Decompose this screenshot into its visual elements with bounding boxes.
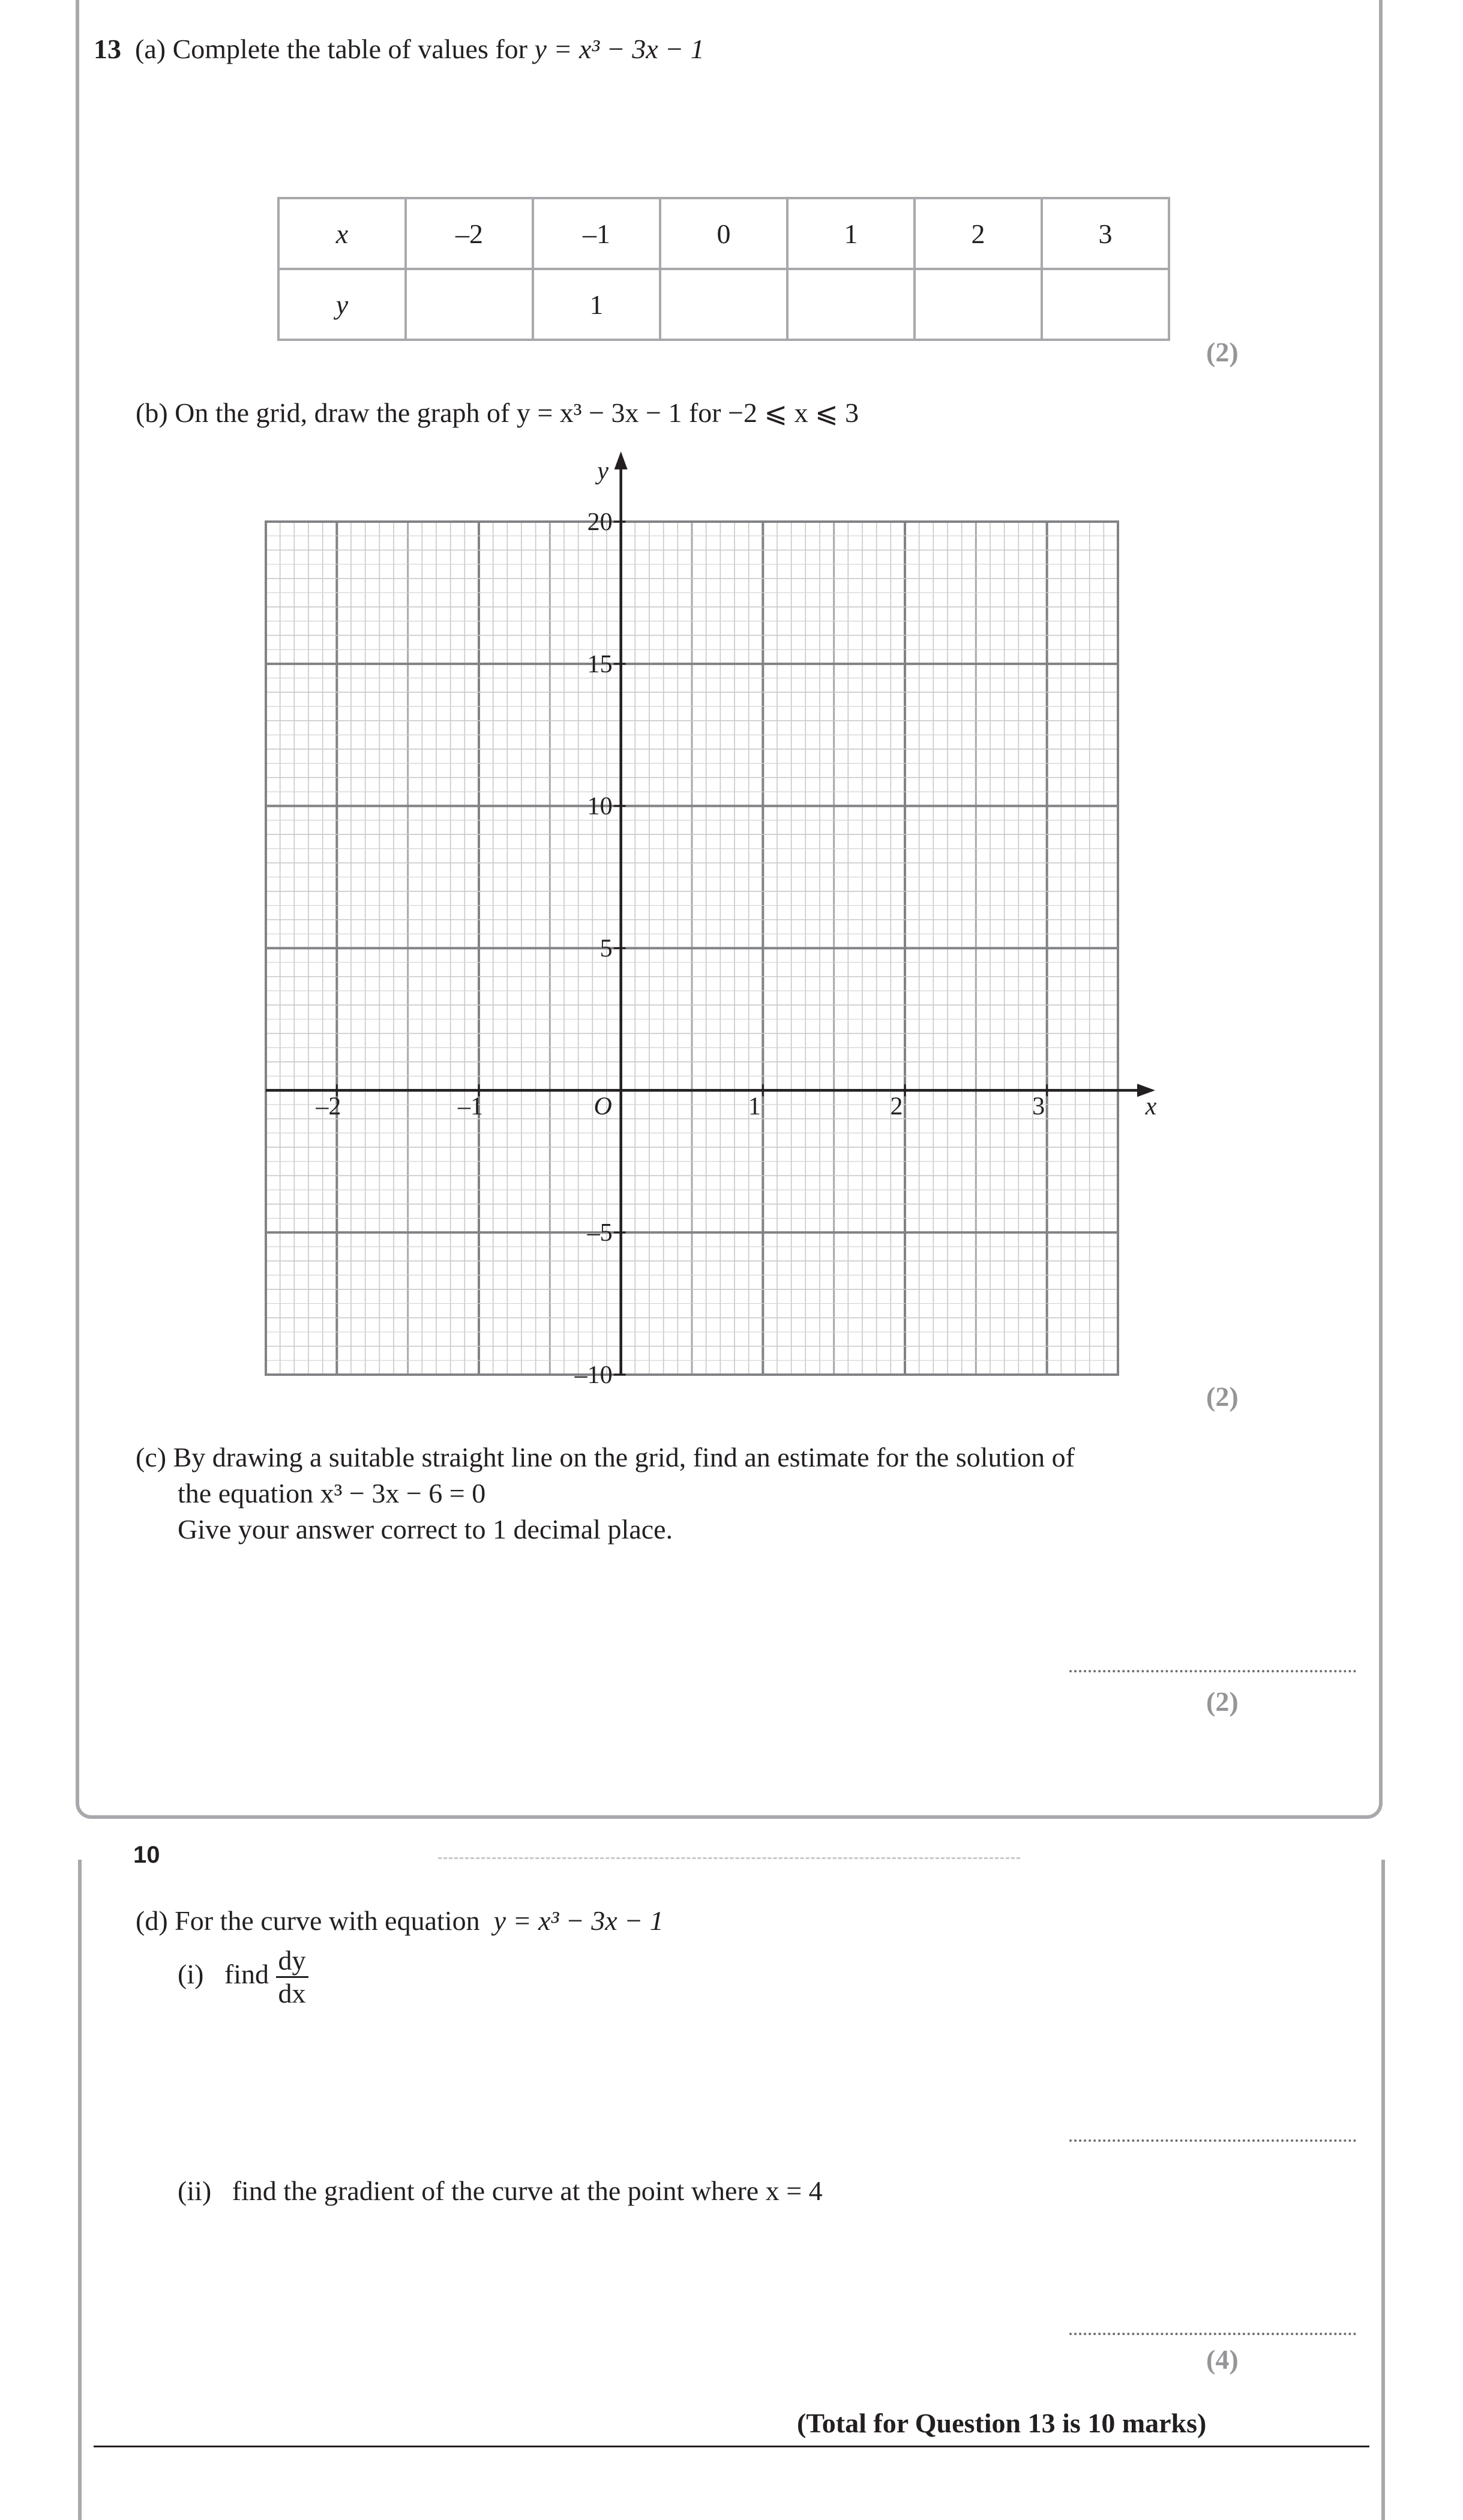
y-axis-arrow xyxy=(614,451,628,469)
part-d-i-answer-line[interactable] xyxy=(1069,2139,1356,2142)
y-tick-label: 5 xyxy=(599,935,613,963)
part-a-marks: (2) xyxy=(1206,337,1239,367)
part-a-text: Complete the table of values for xyxy=(172,34,527,64)
part-d-text xyxy=(136,1904,664,1938)
part-a-equation: y = x³ − 3x − 1 xyxy=(534,34,704,64)
page-divider xyxy=(438,1857,1020,1859)
total-marks: (Total for Question 13 is 10 marks) xyxy=(797,2408,1207,2438)
part-d-ii-label: (ii) xyxy=(178,2175,212,2206)
x-cell: 0 xyxy=(660,198,787,269)
x-cell: 2 xyxy=(915,198,1042,269)
y-axis-label: y xyxy=(597,457,608,485)
x-tick-label: –1 xyxy=(458,1093,483,1121)
x-cell: 3 xyxy=(1042,198,1169,269)
part-d-ii-text: find the gradient of the curve at the point where x = 4 xyxy=(232,2175,823,2206)
x-tick-label: 3 xyxy=(1032,1093,1045,1121)
part-b-label: (b) xyxy=(136,397,168,428)
x-cell: –1 xyxy=(533,198,660,269)
total-underline xyxy=(94,2446,1369,2447)
question-number: 13 xyxy=(94,34,121,64)
part-d-marks: (4) xyxy=(1206,2344,1239,2375)
part-d-ii-answer-line[interactable] xyxy=(1069,2333,1356,2335)
dy-dx-fraction xyxy=(276,1945,308,2009)
x-cell: –2 xyxy=(406,198,533,269)
part-d-intro: For the curve with equation xyxy=(175,1905,480,1936)
part-c-line2: the equation x³ − 3x − 6 = 0 xyxy=(178,1478,486,1509)
part-d-i-label: (i) xyxy=(178,1959,204,1990)
grid-lines xyxy=(266,522,1118,1375)
axes xyxy=(266,451,1155,1375)
y-tick-label: 20 xyxy=(587,508,613,536)
part-d-i-text: find xyxy=(224,1959,269,1990)
x-cell: 1 xyxy=(787,198,915,269)
x-axis-label: x xyxy=(1145,1093,1157,1121)
y-tick-label: –5 xyxy=(587,1219,613,1247)
origin-label: O xyxy=(593,1093,612,1121)
part-c-line1 xyxy=(136,1441,1075,1474)
y-tick-label: 10 xyxy=(587,792,613,821)
y-tick-label: 15 xyxy=(587,650,613,678)
part-c-text-1: By drawing a suitable straight line on the grid, find an estimate for the solution of xyxy=(173,1442,1075,1473)
part-c-answer-line[interactable] xyxy=(1069,1670,1356,1672)
part-d-label: (d) xyxy=(136,1905,168,1936)
x-tick-label: 2 xyxy=(890,1093,903,1121)
x-tick-label: 1 xyxy=(748,1093,761,1121)
y-tick-label: –10 xyxy=(574,1361,613,1389)
part-b-marks: (2) xyxy=(1206,1381,1239,1412)
part-d-i xyxy=(178,1945,308,2009)
y-header-cell: y xyxy=(278,269,406,340)
part-c-marks: (2) xyxy=(1206,1686,1239,1717)
fraction-numerator: dy xyxy=(276,1945,308,1978)
part-a-label: (a) xyxy=(135,34,166,64)
part-b-instruction: On the grid, draw the graph of y = x³ − 3x − 1 for −2 ⩽ x ⩽ 3 xyxy=(175,397,859,428)
fraction-denominator: dx xyxy=(278,1978,306,2009)
y-cell: 1 xyxy=(533,269,660,340)
part-d-equation: y = x³ − 3x − 1 xyxy=(493,1905,664,1936)
tick-labels xyxy=(315,457,1156,1389)
part-c-label: (c) xyxy=(136,1442,167,1473)
x-tick-label: –2 xyxy=(316,1093,341,1121)
x-header-cell: x xyxy=(278,198,406,269)
page-number: 10 xyxy=(133,1842,160,1868)
part-c-line3: Give your answer correct to 1 decimal place. xyxy=(178,1514,673,1545)
part-d-ii xyxy=(178,2174,823,2208)
